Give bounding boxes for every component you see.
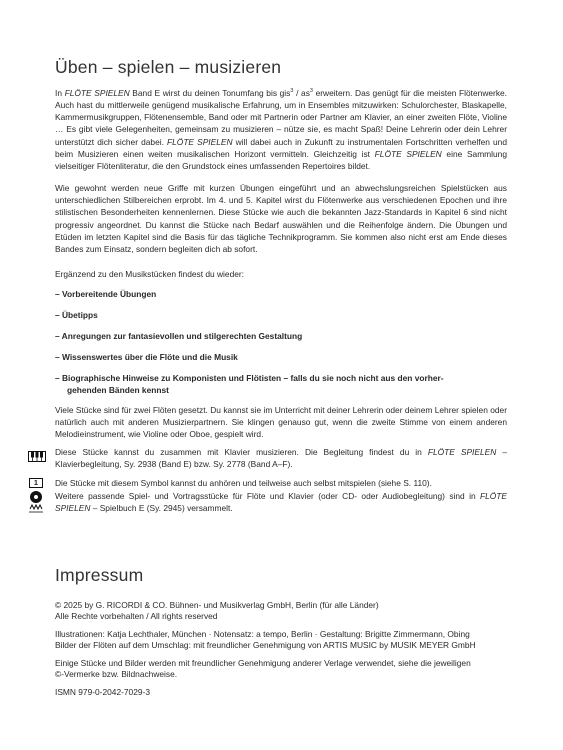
impressum-line: Bilder der Flöten auf dem Umschlag: mit freundlicher Genehmigung von ARTIS MUSIC by MUSIK MEYER GmbH: [55, 640, 476, 651]
section-title-ueben: Üben – spielen – musizieren: [55, 57, 282, 77]
bullet-text-continued: gehenden Bänden kennst: [67, 385, 169, 396]
piano-keys-icon: [28, 449, 46, 460]
impressum-line: ©-Vermerke bzw. Bildnachweise.: [55, 669, 178, 680]
book-title: FLÖTE SPIELEN: [55, 491, 507, 514]
bullet-text: – Biographische Hinweise zu Komponisten und Flötisten – falls du sie noch nicht aus den vorher-: [55, 373, 444, 383]
paragraph-zwei-floeten: Viele Stücke sind für zwei Flöten gesetzt. Du kannst sie im Unterricht mit deiner Lehrerin oder deinem Lehrer spielen oder natürlich auch mit anderen Musizierpartnern. Sie klingen genauso gut, wenn die zweite Stimme von einem anderen Melodieinstrument, wie Violine oder Oboe, gespielt wird.: [55, 405, 507, 440]
intro-paragraph: [55, 85, 507, 172]
text: – Klavierbegleitung, Sy. 2938 (Band E) bzw. Sy. 2778 (Band A–F).: [55, 447, 507, 470]
book-title: FLÖTE SPIELEN: [374, 148, 442, 159]
paragraph-griffe: Wie gewohnt werden neue Griffe mit kurzen Übungen eingeführt und an abwechslungsreichen Spielstücken aus unterschiedlichen Stilbereichen erprobt. Im 4. und 5. Kapitel wirst du Flötenwerke aus verschiedenen Epochen und ihre stilistischen Besonderheiten kennenlernen. Diese Stücke wie auch die bekannten Jazz-Standards in Kapitel 6 sind nicht progressiv angeordnet. Du kannst die Stücke nach Bedarf auswählen und die Reihenfolge ändern. Die Übungen und Etüden im letzten Kapitel sind die Basis für das tägliche Technikprogramm. Sie kommen also nicht erst am Ende dieses Bandes zum Einsatz, sondern begleiten dich ab sofort.: [55, 183, 507, 255]
audio-track-number: 1: [33, 478, 39, 487]
text: – Spielbuch E (Sy. 2945) versammelt.: [90, 503, 233, 514]
paragraph-spielbuch: [55, 490, 507, 514]
text: Diese Stücke kannst du zusammen mit Klavier musizieren. Die Begleitung findest du in: [55, 447, 428, 457]
impressum-line: Einige Stücke und Bilder werden mit freundlicher Genehmigung anderer Verlage verwendet, siehe die jeweiligen: [55, 658, 471, 668]
bullet-item: – Anregungen zur fantasievollen und stilgerechten Gestaltung: [55, 331, 303, 341]
impressum-ismn: ISMN 979-0-2042-7029-3: [55, 687, 150, 697]
superscript: 3: [290, 88, 294, 94]
bullet-item: – Übetipps: [55, 310, 98, 320]
paragraph-ergaenzend: Ergänzend zu den Musikstücken findest du wieder:: [55, 269, 245, 279]
section-title-impressum: Impressum: [55, 565, 144, 585]
text: In: [55, 87, 65, 98]
paragraph-klavier: [55, 446, 507, 470]
text: erweitern. Das genügt für die meisten Flötenwerke. Auch hast du mittlerweile genügend musikalische Erfahrung, um in Ensembles mitzuwirken: Schulorchester, Blaskapelle, Kammermusikgruppen, Flötenensemble, Band oder mit Partnerin oder Partner am Klavier, an einer zweiten Flöte, Violine … Es gibt viele Gelegenheiten, gemeinsam zu musizieren – nütze sie, es macht Spaß! Deine Lehrerin oder dein Lehrer unterstützt dich sicher dabei.: [55, 87, 507, 147]
book-title: FLÖTE SPIELEN: [64, 87, 130, 98]
text: / as: [293, 87, 310, 98]
bullet-item: – Vorbereitende Übungen: [55, 289, 157, 299]
impressum-line: Illustrationen: Katja Lechthaler, München · Notensatz: a tempo, Berlin · Gestaltung: Brigitte Zimmermann, Obing: [55, 629, 470, 639]
impressum-credits: [55, 629, 525, 651]
text: eine Sammlung vielseitiger Flötenliteratur, die den Grundstock eines umfassenden Repertoires bildet.: [55, 148, 507, 172]
book-title: FLÖTE SPIELEN: [167, 136, 233, 147]
superscript: 3: [309, 88, 313, 94]
bullet-item: [55, 372, 507, 396]
impressum-permissions: [55, 658, 525, 680]
paragraph-audio: Die Stücke mit diesem Symbol kannst du anhören und teilweise auch selbst mitspielen (siehe S. 110).: [55, 478, 432, 488]
impressum-line: Alle Rechte vorbehalten / All rights reserved: [55, 611, 218, 622]
text: Weitere passende Spiel- und Vortragsstücke für Flöte und Klavier (oder CD- oder Audiobegleitung) sind in: [55, 491, 480, 501]
bullet-item: – Wissenswertes über die Flöte und die Musik: [55, 352, 238, 362]
text: Band E wirst du deinen Tonumfang bis gis: [129, 87, 291, 98]
impressum-copyright: [55, 600, 525, 622]
book-title: FLÖTE SPIELEN: [427, 447, 497, 457]
audio-track-icon: [27, 478, 45, 516]
impressum-line: © 2025 by G. RICORDI & CO. Bühnen- und Musikverlag GmbH, Berlin (für alle Länder): [55, 600, 379, 610]
text: will dabei auch in Zukunft zu instrumentalen Fortschritten verhelfen und beim Musizieren einen weiten musikalischen Horizont vermitteln. Gleichzeitig ist: [55, 136, 507, 159]
